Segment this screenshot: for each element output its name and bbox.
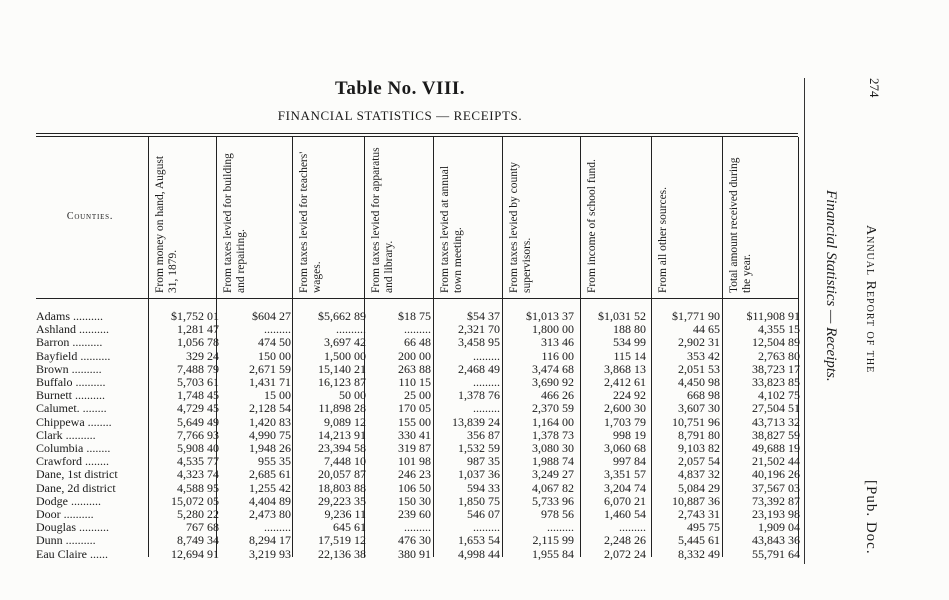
amount-cell: 1,281 47: [177, 322, 219, 337]
amount-cell: 8,791 80: [678, 427, 720, 442]
amount-cell: 534 99: [613, 335, 646, 350]
amount-cell: 23,193 98: [752, 507, 800, 521]
amount-cell: 188 80: [613, 322, 646, 337]
amount-cell: 1,037 36: [458, 467, 500, 482]
amount-cell: .........: [473, 348, 500, 363]
amount-cell: 3,060 68: [604, 441, 646, 455]
amount-cell: 4,404 89: [249, 493, 291, 508]
amount-cell: $1,031 52: [598, 309, 646, 323]
amount-cell: 474 50: [258, 335, 291, 350]
amount-cell: 21,502 44: [752, 454, 800, 469]
amount-cell: 4,535 77: [177, 454, 219, 469]
amount-cell: 1,748 45: [177, 388, 219, 403]
county-name: Ashland ..........: [36, 323, 109, 337]
county-name: Douglas ..........: [36, 521, 109, 535]
amount-cell: $1,752 01: [171, 309, 219, 323]
amount-cell: 2,671 59: [249, 361, 291, 376]
county-name: Clark ..........: [36, 428, 96, 442]
amount-cell: 2,468 49: [458, 361, 500, 376]
county-name: Barron ..........: [36, 336, 103, 350]
amount-cell: 44 65: [693, 322, 720, 337]
amount-cell: 13,839 24: [452, 414, 500, 429]
amount-cell: 3,458 95: [458, 335, 500, 350]
column-header: From all other sources.: [657, 186, 669, 293]
amount-cell: 8,749 34: [177, 533, 219, 548]
amount-cell: 1,255 42: [249, 480, 291, 495]
amount-cell: 2,128 54: [249, 401, 291, 416]
amount-cell: 4,998 44: [458, 546, 500, 561]
amount-cell: .........: [547, 520, 574, 535]
amount-cell: 20,057 87: [318, 467, 366, 482]
amount-cell: 5,649 49: [177, 414, 219, 429]
amount-cell: 239 60: [398, 507, 431, 521]
amount-cell: 7,488 79: [177, 361, 219, 376]
column-header: From income of school fund.: [586, 159, 598, 293]
amount-cell: 55,791 64: [752, 546, 800, 561]
amount-cell: 8,332 49: [678, 546, 720, 561]
amount-cell: 15 00: [264, 388, 291, 403]
column-header: Total amount received during the year.: [728, 157, 753, 293]
amount-cell: .........: [473, 375, 500, 389]
amount-cell: 1,500 00: [324, 348, 366, 363]
amount-cell: 7,766 93: [177, 427, 219, 442]
amount-cell: 3,219 93: [249, 546, 291, 561]
amount-cell: 14,213 91: [318, 427, 366, 442]
column-header: From taxes levied at annual town meeting.: [439, 165, 464, 293]
amount-cell: 3,697 42: [324, 335, 366, 350]
county-name: Dane, 1st district: [36, 468, 118, 482]
counties-header: Counties.: [66, 211, 114, 222]
amount-cell: 4,450 98: [678, 375, 720, 389]
amount-cell: .........: [264, 322, 291, 337]
top-rule: [36, 133, 798, 134]
amount-cell: 224 92: [613, 388, 646, 403]
amount-cell: $1,013 37: [526, 309, 574, 323]
amount-cell: 4,355 15: [758, 322, 800, 337]
amount-cell: 12,694 91: [171, 546, 219, 561]
amount-cell: 18,803 88: [318, 480, 366, 495]
county-name: Dane, 2d district: [36, 481, 116, 495]
amount-cell: 1,056 78: [177, 335, 219, 350]
amount-cell: 1,164 00: [532, 414, 574, 429]
side-pub: [Pub. Doc.: [863, 480, 879, 555]
amount-cell: 27,504 51: [752, 401, 800, 416]
amount-cell: 1,532 59: [458, 441, 500, 455]
amount-cell: 4,067 82: [532, 480, 574, 495]
amount-cell: 9,103 82: [678, 441, 720, 455]
amount-cell: 15,140 21: [318, 361, 366, 376]
amount-cell: 2,902 31: [678, 335, 720, 350]
amount-cell: 1,948 26: [249, 441, 291, 455]
amount-cell: .........: [619, 520, 646, 535]
amount-cell: 17,519 12: [318, 533, 366, 548]
amount-cell: 2,412 61: [604, 375, 646, 389]
amount-cell: 668 98: [687, 388, 720, 403]
amount-cell: 495 75: [687, 520, 720, 535]
amount-cell: 5,280 22: [177, 507, 219, 521]
amount-cell: 767 68: [186, 520, 219, 535]
amount-cell: 380 91: [398, 546, 431, 561]
amount-cell: 155 00: [398, 414, 431, 429]
amount-cell: .........: [404, 520, 431, 535]
amount-cell: 10,751 96: [672, 414, 720, 429]
amount-cell: 73,392 87: [752, 493, 800, 508]
table-subtitle: FINANCIAL STATISTICS — RECEIPTS.: [277, 108, 523, 123]
amount-cell: 5,445 61: [678, 533, 720, 548]
amount-cell: 3,607 30: [678, 401, 720, 416]
county-name: Buffalo ..........: [36, 376, 106, 389]
amount-cell: 5,733 96: [532, 493, 574, 508]
header-rule: [36, 298, 798, 299]
amount-cell: 4,990 75: [249, 427, 291, 442]
amount-cell: 356 87: [467, 427, 500, 442]
amount-cell: 546 07: [467, 507, 500, 521]
amount-cell: 8,294 17: [249, 533, 291, 548]
county-name: Door ..........: [36, 508, 94, 521]
amount-cell: 29,223 35: [318, 493, 366, 508]
amount-cell: 43,713 32: [752, 414, 800, 429]
amount-cell: $18 75: [398, 309, 431, 323]
page-number: 274: [867, 78, 882, 98]
side-report: Annual Report of the: [863, 225, 878, 374]
amount-cell: .........: [404, 322, 431, 337]
amount-cell: 115 14: [613, 348, 646, 363]
amount-cell: 263 88: [398, 361, 431, 376]
amount-cell: 200 00: [398, 348, 431, 363]
amount-cell: $1,771 90: [672, 309, 720, 323]
amount-cell: 2,685 61: [249, 467, 291, 482]
amount-cell: .........: [264, 520, 291, 535]
amount-cell: 330 41: [398, 427, 431, 442]
amount-cell: 1,955 84: [532, 546, 574, 561]
column-header: From taxes levied for teachers' wages.: [298, 151, 323, 293]
amount-cell: 987 35: [467, 454, 500, 469]
amount-cell: 246 23: [398, 467, 431, 482]
amount-cell: 6,070 21: [604, 493, 646, 508]
amount-cell: 319 87: [398, 441, 431, 455]
amount-cell: 2,115 99: [532, 533, 574, 548]
amount-cell: 4,837 32: [678, 467, 720, 482]
amount-cell: 594 33: [467, 480, 500, 495]
amount-cell: 33,823 85: [752, 375, 800, 389]
amount-cell: ..........: [336, 322, 366, 337]
amount-cell: 101 98: [398, 454, 431, 469]
amount-cell: 66 48: [404, 335, 431, 350]
top-rule-2: [36, 136, 798, 137]
amount-cell: 3,249 27: [532, 467, 574, 482]
amount-cell: 170 05: [398, 401, 431, 416]
amount-cell: 1,909 04: [758, 520, 800, 535]
amount-cell: 466 26: [541, 388, 574, 403]
column-header: From money on hand, August 31, 1879.: [154, 155, 179, 293]
amount-cell: 4,588 95: [177, 480, 219, 495]
amount-cell: 997 84: [613, 454, 646, 469]
amount-cell: 2,743 31: [678, 507, 720, 521]
amount-cell: 2,051 53: [678, 361, 720, 376]
amount-cell: 49,688 19: [752, 441, 800, 455]
amount-cell: 476 30: [398, 533, 431, 548]
amount-cell: 645 61: [333, 520, 366, 535]
margin-rule: [804, 78, 805, 564]
amount-cell: 1,460 54: [604, 507, 646, 521]
amount-cell: 4,729 45: [177, 401, 219, 416]
county-name: Burnett ..........: [36, 389, 105, 403]
amount-cell: 40,196 26: [752, 467, 800, 482]
amount-cell: 3,690 92: [532, 375, 574, 389]
amount-cell: 2,321 70: [458, 322, 500, 337]
amount-cell: 1,988 74: [532, 454, 574, 469]
amount-cell: 50 00: [339, 388, 366, 403]
amount-cell: 9,089 12: [324, 414, 366, 429]
amount-cell: .........: [473, 520, 500, 535]
amount-cell: 38,723 17: [752, 361, 800, 376]
table-title: Table No. VIII.: [335, 78, 465, 99]
amount-cell: 38,827 59: [752, 427, 800, 442]
amount-cell: 329 24: [186, 348, 219, 363]
amount-cell: 5,084 29: [678, 480, 720, 495]
amount-cell: 1,378 73: [532, 427, 574, 442]
amount-cell: 1,800 00: [532, 322, 574, 337]
amount-cell: 313 46: [541, 335, 574, 350]
amount-cell: 43,843 36: [752, 533, 800, 548]
amount-cell: 16,123 87: [318, 375, 366, 389]
amount-cell: $5,662 89: [318, 309, 366, 323]
amount-cell: 1,653 54: [458, 533, 500, 548]
amount-cell: 5,703 61: [177, 375, 219, 389]
county-name: Crawford ........: [36, 455, 109, 469]
column-header: From taxes levied for apparatus and library.: [370, 147, 395, 293]
amount-cell: 12,504 89: [752, 335, 800, 350]
county-name: Bayfield ..........: [36, 349, 111, 363]
amount-cell: 1,703 79: [604, 414, 646, 429]
amount-cell: 110 15: [398, 375, 431, 389]
amount-cell: 11,898 28: [318, 401, 366, 416]
amount-cell: 4,102 75: [758, 388, 800, 403]
county-name: Adams ..........: [36, 310, 103, 323]
county-name: Columbia ........: [36, 442, 111, 455]
amount-cell: 4,323 74: [177, 467, 219, 482]
amount-cell: 106 50: [398, 480, 431, 495]
amount-cell: 3,868 13: [604, 361, 646, 376]
amount-cell: 10,887 36: [672, 493, 720, 508]
amount-cell: 2,473 80: [249, 507, 291, 521]
amount-cell: 978 56: [541, 507, 574, 521]
amount-cell: $604 27: [252, 309, 291, 323]
amount-cell: 3,474 68: [532, 361, 574, 376]
amount-cell: 353 42: [687, 348, 720, 363]
amount-cell: 3,204 74: [604, 480, 646, 495]
amount-cell: 116 00: [541, 348, 574, 363]
amount-cell: $11,908 91: [746, 309, 800, 323]
amount-cell: 1,378 76: [458, 388, 500, 403]
amount-cell: 1,431 71: [249, 375, 291, 389]
amount-cell: 15,072 05: [171, 493, 219, 508]
amount-cell: .........: [473, 401, 500, 416]
amount-cell: 1,420 83: [249, 414, 291, 429]
amount-cell: 2,072 24: [604, 546, 646, 561]
county-name: Dodge ..........: [36, 494, 101, 508]
amount-cell: 2,600 30: [604, 401, 646, 416]
amount-cell: 37,567 03: [752, 480, 800, 495]
amount-cell: 7,448 10: [324, 454, 366, 469]
column-header: From taxes levied by county supervisors.: [508, 162, 533, 293]
amount-cell: 955 35: [258, 454, 291, 469]
amount-cell: 2,370 59: [532, 401, 574, 416]
county-name: Dunn ..........: [36, 534, 96, 548]
amount-cell: 998 19: [613, 427, 646, 442]
amount-cell: 23,394 58: [318, 441, 366, 455]
amount-cell: 3,351 57: [604, 467, 646, 482]
amount-cell: 25 00: [404, 388, 431, 403]
amount-cell: 2,248 26: [604, 533, 646, 548]
amount-cell: 5,908 40: [177, 441, 219, 455]
county-name: Brown ..........: [36, 362, 102, 376]
column-header: From taxes levied for building and repairing.: [222, 153, 247, 293]
amount-cell: 1,850 75: [458, 493, 500, 508]
amount-cell: 9,236 11: [324, 507, 366, 521]
amount-cell: 2,057 54: [678, 454, 720, 469]
county-name: Eau Claire ......: [36, 547, 108, 561]
amount-cell: 22,136 38: [318, 546, 366, 561]
amount-cell: 150 30: [398, 493, 431, 508]
county-name: Chippewa ........: [36, 415, 112, 429]
side-title: Financial Statistics — Receipts.: [823, 190, 839, 382]
amount-cell: 2,763 80: [758, 348, 800, 363]
amount-cell: $54 37: [467, 309, 500, 323]
county-name: Calumet. ........: [36, 402, 107, 416]
amount-cell: 150 00: [258, 348, 291, 363]
amount-cell: 3,080 30: [532, 441, 574, 455]
